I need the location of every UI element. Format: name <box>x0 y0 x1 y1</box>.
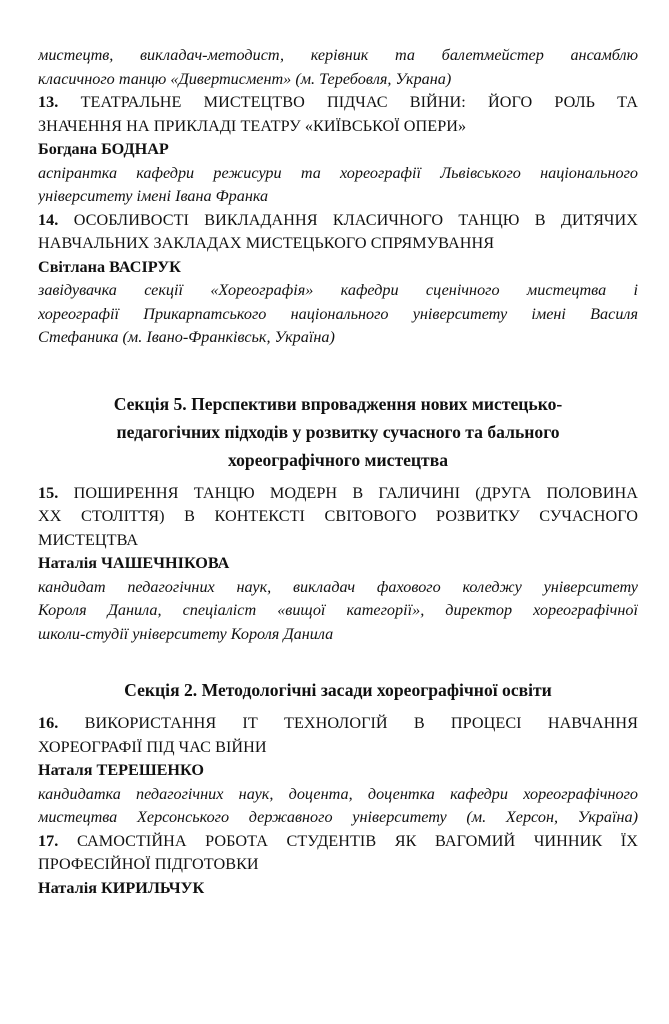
item-author: Світлана ВАСІРУК <box>38 257 181 276</box>
program-item-15 <box>38 482 638 647</box>
prev-affiliation <box>38 44 638 91</box>
item-author: Наталія ЧАШЕЧНІКОВА <box>38 554 230 572</box>
affiliation-line: хореографії Прикарпатського національного університету імені Василя <box>38 304 638 323</box>
item-title-line: ХХ СТОЛІТТЯ) В КОНТЕКСТІ СВІТОВОГО РОЗВИТКУ СУЧАСНОГО <box>38 507 638 525</box>
affiliation-line: Короля Данила, спеціаліст «вищої категорії», директор хореографічної <box>38 601 638 619</box>
item-author: Наталя ТЕРЕШЕНКО <box>38 761 204 779</box>
item-number: 15. <box>38 483 59 502</box>
affiliation-line: мистецтв, викладач-методист, керівник та балетмейстер ансамблю <box>38 46 638 64</box>
section-heading-line: Секція 2. Методологічні засади хореографічної освіти <box>124 680 552 700</box>
affiliation-line: кандидатка педагогічних наук, доцента, доцентка кафедри хореографічного <box>38 784 638 803</box>
item-number: 14. <box>38 210 59 229</box>
affiliation-line: аспірантка кафедри режисури та хореографії Львівського національного <box>38 163 638 182</box>
item-title-line <box>38 91 638 115</box>
section-heading-line: Секція 5. Перспективи впровадження нових мистецько- <box>113 393 563 414</box>
item-title-text: ВИКОРИСТАННЯ ІТ ТЕХНОЛОГІЙ В ПРОЦЕСІ НАВЧАННЯ <box>84 714 638 732</box>
spacer <box>38 474 638 482</box>
item-title-line: ХОРЕОГРАФІЇ ПІД ЧАС ВІЙНИ <box>38 737 267 756</box>
item-title-line: МИСТЕЦТВА <box>38 530 139 549</box>
item-title-line: НАВЧАЛЬНИХ ЗАКЛАДАХ МИСТЕЦЬКОГО СПРЯМУВАННЯ <box>38 234 495 252</box>
item-number: 17. <box>38 831 59 850</box>
item-title-line: ЗНАЧЕННЯ НА ПРИКЛАДІ ТЕАТРУ «КИЇВСЬКОЇ ОПЕРИ» <box>38 116 467 135</box>
item-author: Богдана БОДНАР <box>38 140 169 158</box>
affiliation-line: школи-студії університету Короля Данила <box>38 624 334 643</box>
program-item-13 <box>38 91 638 209</box>
affiliation-line: кандидат педагогічних наук, викладач фахового коледжу університету <box>38 577 638 596</box>
section-2-heading <box>38 676 638 704</box>
affiliation-line: завідувачка секції «Хореографія» кафедри сценічного мистецтва і <box>38 281 638 299</box>
item-number: 13. <box>38 93 59 111</box>
program-item-14 <box>38 209 638 350</box>
item-title-text: ОСОБЛИВОСТІ ВИКЛАДАННЯ КЛАСИЧНОГО ТАНЦЮ В ДИТЯЧИХ <box>73 210 638 229</box>
affiliation-line: університету імені Івана Франка <box>38 187 269 205</box>
affiliation-line: класичного танцю «Дивертисмент» (м. Теребовля, Украна) <box>38 69 452 88</box>
spacer <box>38 704 638 712</box>
item-author: Наталія КИРИЛЬЧУК <box>38 878 205 897</box>
item-title-text: ПОШИРЕННЯ ТАНЦЮ МОДЕРН В ГАЛИЧИНІ (ДРУГА ПОЛОВИНА <box>73 483 638 502</box>
item-number: 16. <box>38 714 59 732</box>
spacer <box>38 646 638 676</box>
spacer <box>38 350 638 390</box>
item-title-line <box>38 482 638 506</box>
item-title-line <box>38 209 638 233</box>
document-page <box>38 44 638 900</box>
item-title-text: САМОСТІЙНА РОБОТА СТУДЕНТІВ ЯК ВАГОМИЙ ЧИННИК ЇХ <box>76 831 638 850</box>
item-title-line <box>38 830 638 854</box>
item-title-text: ТЕАТРАЛЬНЕ МИСТЕЦТВО ПІДЧАС ВІЙНИ: ЙОГО РОЛЬ ТА <box>80 93 638 111</box>
item-title-line <box>38 712 638 736</box>
affiliation-line: мистецтва Херсонського державного університету (м. Херсон, Україна) <box>38 808 638 826</box>
section-heading-line: педагогічних підходів у розвитку сучасного та бального <box>116 421 560 442</box>
program-item-16 <box>38 712 638 830</box>
program-item-17 <box>38 830 638 901</box>
item-title-line: ПРОФЕСІЙНОЇ ПІДГОТОВКИ <box>38 855 259 873</box>
affiliation-line: Стефаника (м. Івано-Франківськ, Україна) <box>38 328 335 346</box>
section-heading-line: хореографічного мистецтва <box>227 449 448 470</box>
section-5-heading <box>38 390 638 474</box>
